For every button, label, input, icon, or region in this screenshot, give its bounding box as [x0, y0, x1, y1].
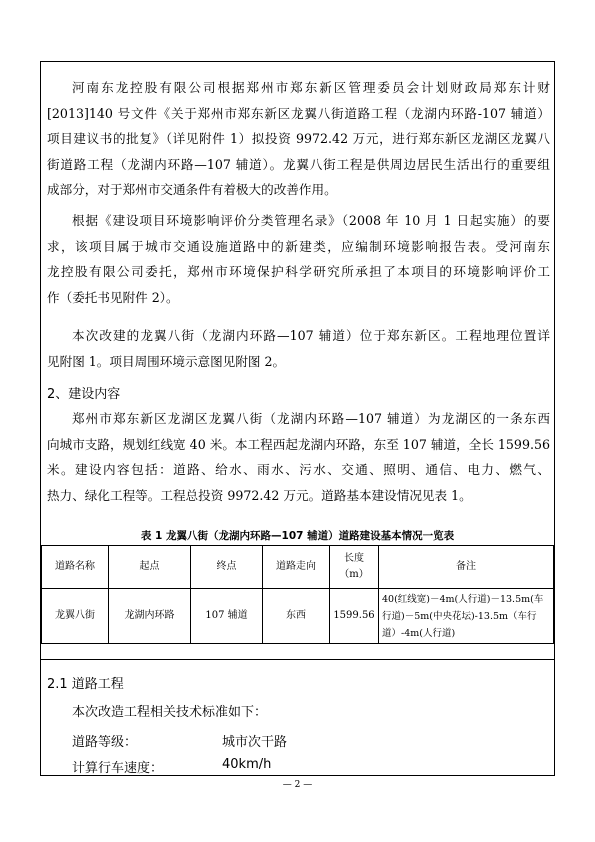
header-length-unit: （m） [339, 569, 369, 580]
text-line: 街道路工程（龙湖内环路—107 辅道）。龙翼八街工程是供周边居民生活出行的重要组 [47, 156, 550, 172]
table-header-row [42, 546, 554, 589]
header-note: 备注 [379, 546, 554, 589]
text-line: 热力、绿化工程等。工程总投资 9972.42 万元。道路基本建设情况见表 1。 [47, 487, 472, 503]
road-grade-label: 道路等级： [72, 735, 138, 750]
cell-road-name: 龙翼八街 [42, 589, 109, 644]
section-title-construction: 2、建设内容 [47, 387, 121, 402]
text-line: 成部分，对于郑州市交通条件有着极大的改善作用。 [47, 182, 337, 197]
header-length-label: 长度 [344, 553, 364, 564]
page-number: — 2 — [282, 780, 313, 790]
design-speed-value: 40km/h [222, 757, 272, 772]
text-line: 龙控股有限公司委托，郑州市环境保护科学研究所承担了本项目的环境影响评价工 [47, 264, 550, 279]
text-line: 见附图 1。项目周围环境示意图见附图 2。 [47, 353, 286, 369]
road-grade-value: 城市次干路 [222, 735, 288, 750]
header-road-name: 道路名称 [42, 546, 109, 589]
standards-intro: 本次改造工程相关技术标准如下： [72, 705, 268, 720]
header-start: 起点 [109, 546, 191, 589]
header-end: 终点 [191, 546, 263, 589]
text-line: 作（委托书见附件 2）。 [47, 289, 179, 305]
section-title-road-engineering: 2.1 道路工程 [47, 677, 124, 692]
cell-start: 龙湖内环路 [109, 589, 191, 644]
text-line: 求，该项目属于城市交通设施道路中的新建类，应编制环境影响报告表。受河南东 [47, 238, 550, 254]
table-row [42, 589, 554, 644]
text-line: 郑州市郑东新区龙湖区龙翼八街（龙湖内环路—107 辅道）为龙湖区的一条东西 [72, 411, 550, 426]
paragraph-location [47, 323, 550, 374]
divider-line [41, 659, 554, 660]
text-line: 向城市支路，规划红线宽 40 米。本工程西起龙湖内环路，东至 107 辅道，全长 1599.56 [47, 436, 550, 452]
road-info-table [41, 545, 554, 644]
paragraph-construction-content [47, 406, 550, 508]
design-speed-label: 计算行车速度： [72, 761, 164, 776]
text-line: 河南东龙控股有限公司根据郑州市郑东新区管理委员会计划财政局郑东计财 [72, 80, 550, 95]
text-line: 米。建设内容包括：道路、给水、雨水、污水、交通、照明、通信、电力、燃气、 [47, 462, 550, 477]
text-line: 项目建议书的批复》（详见附件 1）拟投资 9972.42 万元，进行郑东新区龙湖区龙翼八 [47, 131, 550, 146]
paragraph-intro [47, 75, 550, 203]
cell-length: 1599.56 [330, 589, 379, 644]
header-direction: 道路走向 [263, 546, 330, 589]
text-line: 根据《建设项目环境影响评价分类管理名录》（2008 年 10 月 1 日起实施）的要 [72, 213, 550, 228]
cell-end: 107 辅道 [191, 589, 263, 644]
paragraph-classification [47, 208, 550, 310]
header-length [330, 546, 379, 589]
cell-direction: 东西 [263, 589, 330, 644]
text-line: [2013]140 号文件《关于郑州市郑东新区龙翼八街道路工程（龙湖内环路-107 辅道） [47, 105, 550, 121]
text-line: 本次改建的龙翼八街（龙湖内环路—107 辅道）位于郑东新区。工程地理位置详 [72, 328, 550, 343]
table-title: 表 1 龙翼八街（龙湖内环路—107 辅道）道路建设基本情况一览表 [140, 530, 455, 542]
cell-note: 40(红线宽)－4m(人行道)－13.5m(车行道)－5m(中央花坛)-13.5m（车行道）-4m(人行道) [379, 589, 554, 644]
